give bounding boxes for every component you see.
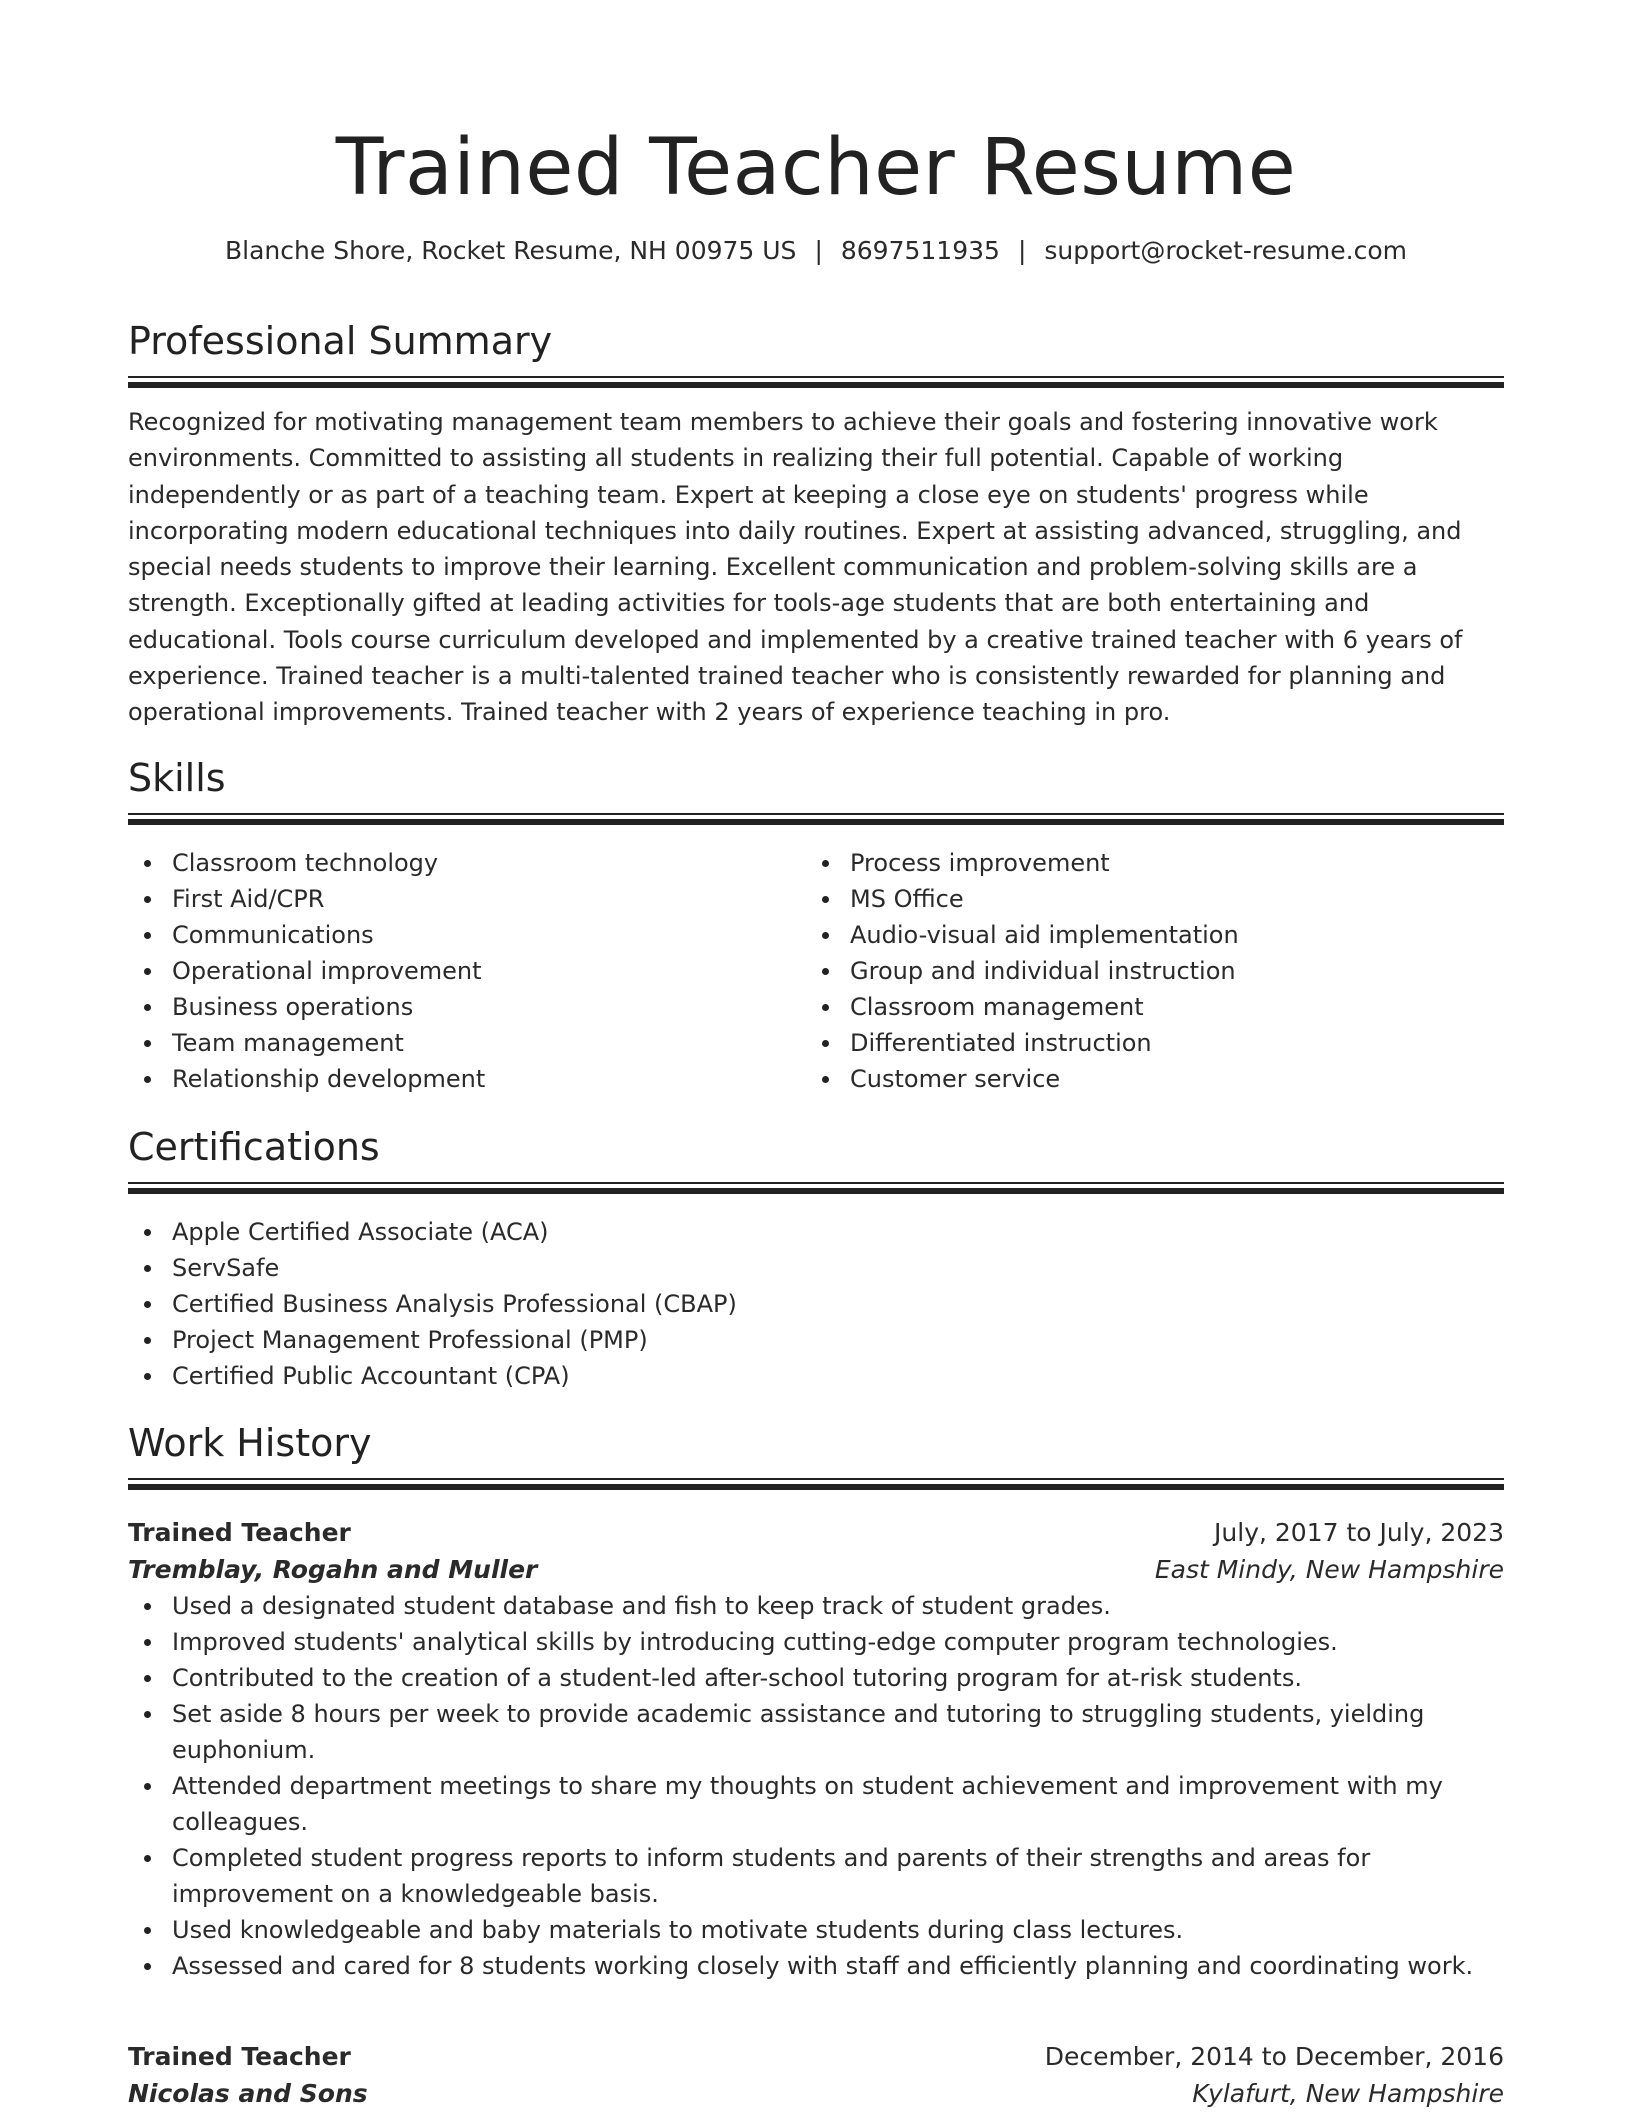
skill-item: Group and individual instruction: [806, 953, 1466, 989]
contact-line: [128, 234, 1504, 268]
section-heading-work-history: Work History: [128, 1421, 372, 1465]
contact-separator: |: [814, 236, 823, 265]
job-entry: [128, 1514, 1504, 1984]
work-history-section-header: [128, 1420, 1504, 1490]
section-divider: [128, 1478, 1504, 1490]
skills-column-left: [128, 845, 788, 1097]
resume-title: Trained Teacher Resume: [335, 123, 1297, 213]
job-title: Trained Teacher: [128, 1518, 351, 1547]
skill-item: Customer service: [806, 1061, 1466, 1097]
job-company: Nicolas and Sons: [128, 2079, 368, 2108]
job-location: Kylafurt, New Hampshire: [1192, 2079, 1504, 2108]
section-divider: [128, 813, 1504, 825]
contact-address: Blanche Shore, Rocket Resume, NH 00975 US: [225, 236, 797, 265]
certification-item: Certified Business Analysis Professional (CBAP): [128, 1286, 1504, 1322]
job-subheader-row: [128, 1551, 1504, 1588]
job-dates: July, 2017 to July, 2023: [1214, 1518, 1504, 1547]
certifications-list: [128, 1214, 1504, 1394]
job-subheader-row: [128, 2075, 1504, 2112]
skills-column-right: [806, 845, 1466, 1097]
responsibility-item: Assessed and cared for 8 students working closely with staff and efficiently planning and coordinating work.: [128, 1948, 1504, 1984]
section-divider: [128, 1182, 1504, 1194]
section-divider: [128, 376, 1504, 388]
summary-section-header: [128, 318, 1504, 388]
skill-item: Differentiated instruction: [806, 1025, 1466, 1061]
skill-item: Classroom management: [806, 989, 1466, 1025]
job-entry: [128, 2038, 1504, 2112]
contact-email[interactable]: support@rocket-resume.com: [1044, 236, 1407, 265]
summary-text: Recognized for motivating management team members to achieve their goals and fostering innovative work environments. Committed to assisting all students in realizing their full potential. Capable of working independently or as part of a teaching team. Expert at keeping a close eye on students' progress while incorporating modern educational techniques into daily routines. Expert at assisting advanced, struggling, and special needs students to improve their learning. Excellent communication and problem-solving skills are a strength. Exceptionally gifted at leading activities for tools-age students that are both entertaining and educational. Tools course curriculum developed and implemented by a creative trained teacher with 6 years of experience. Trained teacher is a multi-talented trained teacher who is consistently rewarded for planning and operational improvements. Trained teacher with 2 years of experience teaching in pro.: [128, 408, 1463, 727]
certification-item: Apple Certified Associate (ACA): [128, 1214, 1504, 1250]
section-heading-skills: Skills: [128, 756, 226, 800]
skill-item: Classroom technology: [128, 845, 788, 881]
skill-item: Relationship development: [128, 1061, 788, 1097]
skill-item: Communications: [128, 917, 788, 953]
responsibility-item: Set aside 8 hours per week to provide academic assistance and tutoring to struggling students, yielding euphonium.: [128, 1696, 1504, 1768]
certifications-section-header: [128, 1124, 1504, 1194]
skill-item: Operational improvement: [128, 953, 788, 989]
job-dates: December, 2014 to December, 2016: [1044, 2042, 1504, 2071]
job-company: Tremblay, Rogahn and Muller: [128, 1555, 538, 1584]
job-header-row: [128, 2038, 1504, 2075]
responsibility-item: Attended department meetings to share my thoughts on student achievement and improvement with my colleagues.: [128, 1768, 1504, 1840]
job-header-row: [128, 1514, 1504, 1551]
skill-item: Audio-visual aid implementation: [806, 917, 1466, 953]
skill-item: Business operations: [128, 989, 788, 1025]
skill-item: Process improvement: [806, 845, 1466, 881]
certification-item: ServSafe: [128, 1250, 1504, 1286]
responsibility-item: Contributed to the creation of a student-led after-school tutoring program for at-risk students.: [128, 1660, 1504, 1696]
section-heading-summary: Professional Summary: [128, 319, 553, 363]
job-location: East Mindy, New Hampshire: [1154, 1555, 1504, 1584]
skills-section-header: [128, 755, 1504, 825]
skill-item: MS Office: [806, 881, 1466, 917]
responsibility-item: Used knowledgeable and baby materials to motivate students during class lectures.: [128, 1912, 1504, 1948]
skill-item: First Aid/CPR: [128, 881, 788, 917]
contact-separator: |: [1017, 236, 1027, 265]
job-title: Trained Teacher: [128, 2042, 351, 2071]
responsibility-item: Used a designated student database and fish to keep track of student grades.: [128, 1588, 1504, 1624]
certification-item: Project Management Professional (PMP): [128, 1322, 1504, 1358]
responsibility-item: Improved students' analytical skills by introducing cutting-edge computer program technologies.: [128, 1624, 1504, 1660]
certification-item: Certified Public Accountant (CPA): [128, 1358, 1504, 1394]
skill-item: Team management: [128, 1025, 788, 1061]
section-heading-certifications: Certifications: [128, 1125, 380, 1169]
contact-phone: 8697511935: [840, 236, 1000, 265]
resume-page: [128, 0, 1504, 2108]
job-responsibilities: [128, 1588, 1504, 1984]
responsibility-item: Completed student progress reports to inform students and parents of their strengths and areas for improvement on a knowledgeable basis.: [128, 1840, 1504, 1912]
